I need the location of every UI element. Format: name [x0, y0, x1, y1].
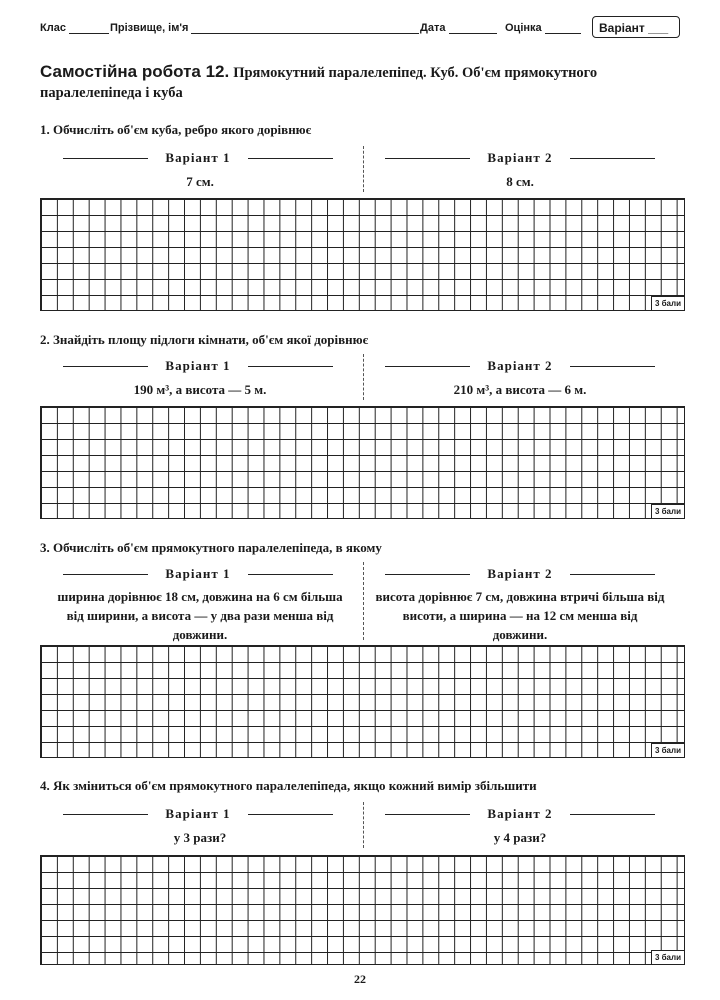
task-2-variant-1-text: 190 м³, а висота — 5 м. — [133, 382, 267, 397]
task-1-variant-2-label: Варіант 2 — [385, 150, 655, 166]
grade-field[interactable]: Оцінка — [505, 22, 581, 34]
task-2-variant-2-text: 210 м³, а висота — 6 м. — [453, 382, 587, 397]
variant-divider — [363, 802, 364, 848]
task-2: 2. Знайдіть площу підлоги кімнати, об'єм якої дорівнює — [40, 332, 369, 347]
page-title — [40, 62, 690, 103]
task-3-variant-1-label: Варіант 1 — [63, 566, 333, 582]
variant-divider — [363, 146, 364, 192]
work-title: Самостійна робота 12. — [40, 62, 230, 81]
task-4-variant-1-label: Варіант 1 — [63, 806, 333, 822]
task-4-variant-1-text: у 3 рази? — [173, 830, 227, 845]
task-4-answer-grid[interactable] — [40, 855, 685, 965]
task-2-points: 3 бали — [651, 504, 684, 518]
page-number: 22 — [354, 972, 366, 986]
class-field[interactable]: Клас — [40, 22, 109, 34]
task-4-variant-2-label: Варіант 2 — [385, 806, 655, 822]
variant-divider — [363, 354, 364, 400]
task-3-variant-2-text: висота дорівнює 7 см, довжина втричі більша від висоти, а ширина — на 12 см менша від довжини. — [375, 589, 665, 642]
task-1-variant-2-text: 8 см. — [506, 174, 534, 189]
task-3-points: 3 бали — [651, 743, 684, 757]
task-4: 4. Як зміниться об'єм прямокутного паралелепіпеда, якщо кожний вимір збільшити — [40, 778, 537, 793]
task-1: 1. Обчисліть об'єм куба, ребро якого дорівнює — [40, 122, 312, 137]
name-field[interactable]: Прізвище, ім'я — [110, 22, 419, 34]
task-3-variant-2-label: Варіант 2 — [385, 566, 655, 582]
date-field[interactable]: Дата — [420, 22, 497, 34]
task-2-variant-1-label: Варіант 1 — [63, 358, 333, 374]
variant-divider — [363, 562, 364, 640]
task-2-variant-2-label: Варіант 2 — [385, 358, 655, 374]
task-4-variant-2-text: у 4 рази? — [493, 830, 547, 845]
task-3-answer-grid[interactable] — [40, 645, 685, 758]
task-1-points: 3 бали — [651, 296, 684, 310]
task-3: 3. Обчисліть об'єм прямокутного паралелепіпеда, в якому — [40, 540, 382, 555]
task-2-answer-grid[interactable] — [40, 406, 685, 519]
task-1-variant-1-label: Варіант 1 — [63, 150, 333, 166]
variant-box[interactable]: Варіант ___ — [592, 16, 680, 38]
task-3-variant-1-text: ширина дорівнює 18 см, довжина на 6 см більша від ширини, а висота — у два рази менша від довжини. — [57, 589, 343, 642]
task-4-points: 3 бали — [651, 950, 684, 964]
page-header — [40, 18, 680, 40]
work-topic: Прямокутний паралелепіпед. Куб. Об'єм прямокутного паралелепіпеда і куба — [40, 65, 598, 101]
task-1-variant-1-text: 7 см. — [186, 174, 214, 189]
task-1-answer-grid[interactable] — [40, 198, 685, 311]
